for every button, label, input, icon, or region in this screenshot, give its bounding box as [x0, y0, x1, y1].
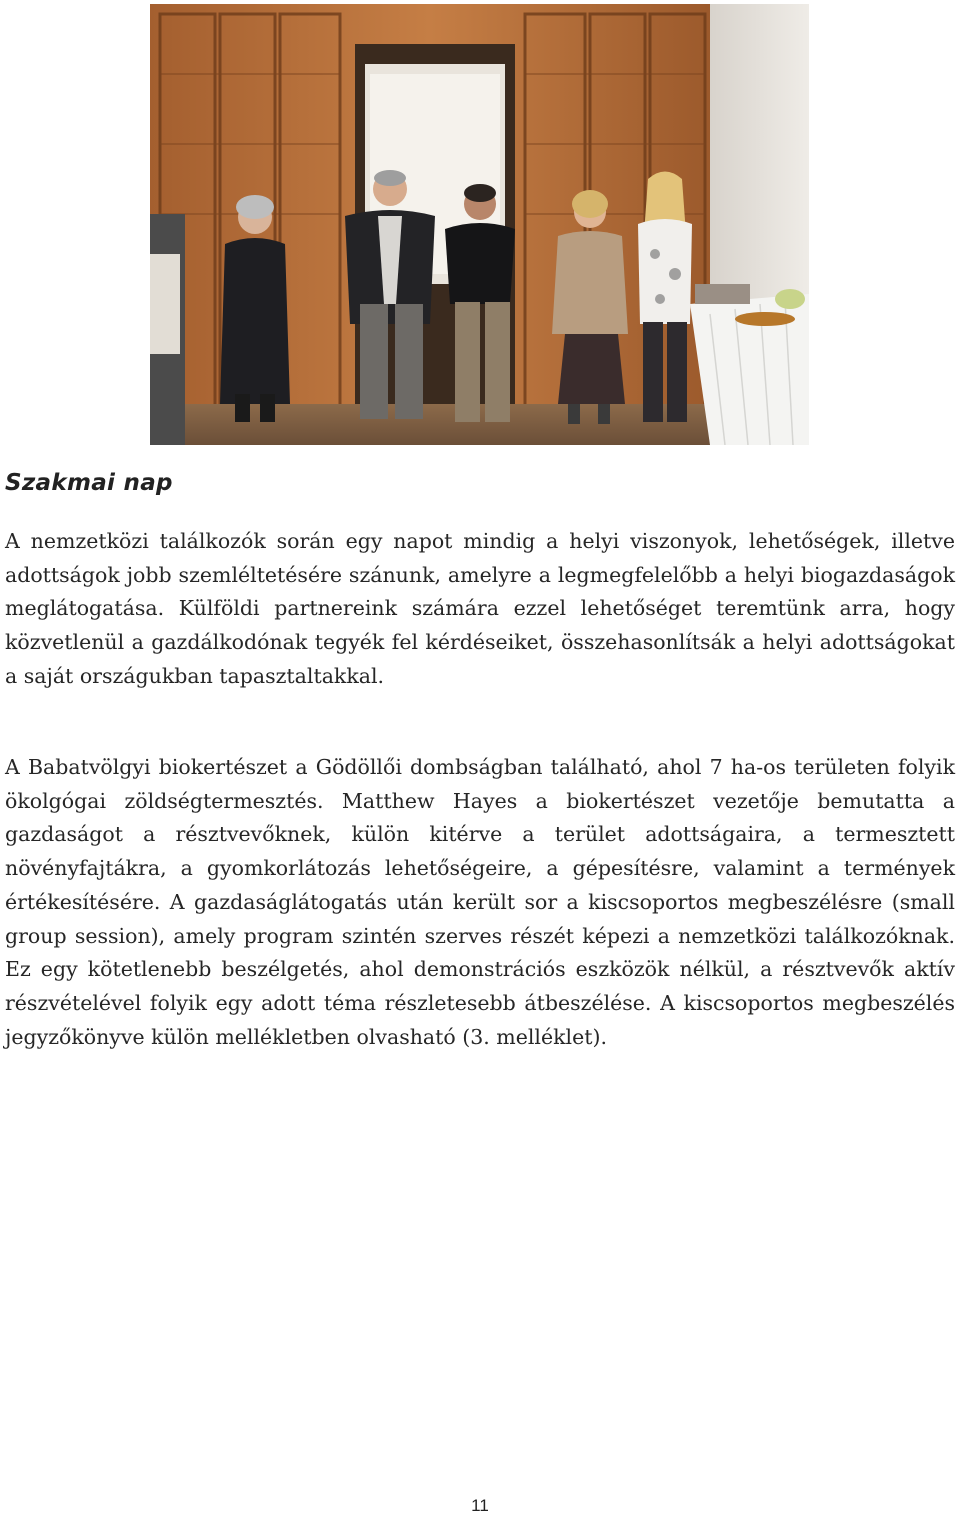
paragraph-farm-visit: A Babatvölgyi biokertészet a Gödöllői dombságban található, ahol 7 ha-os területen folyik ökolgógai zöldségtermesztés. Matthew Hayes a biokertészet vezetője bemutatta a gazdaságot a résztvevőknek, külön kitérve a terület adottságaira, a termesztett növényfajtákra, a gyomkorlátozás lehetőségeire, a gépesítésre, valamint a termények értékesítésére. A gazdaságlátogatás után került sor a kiscsoportos megbeszélésre (small group session), amely program szintén szerves részét képezi a nemzetközi találkozóknak. Ez egy kötetlenebb beszélgetés, ahol demonstrációs eszközök nélkül, a résztvevők aktív részvételével folyik egy adott téma részletesebb átbeszélése. A kiscsoportos megbeszélés jegyzőkönyve külön mellékletben olvasható (3. melléklet). [5, 755, 955, 1049]
group-photo-illustration [150, 4, 809, 445]
paragraph-intro: A nemzetközi találkozók során egy napot mindig a helyi viszonyok, lehetőségek, illetve adottságok jobb szemléltetésére szánunk, amelyre a legmegfelelőbb a helyi biogazdaságok meglátogatása. Külföldi partnereink számára ezzel lehetőséget teremtünk arra, hogy közvetlenül a gazdálkodónak tegyék fel kérdéseiket, összehasonlítsák a helyi adottságokat a saját országukban tapasztaltakkal. [5, 529, 955, 688]
group-photo [150, 4, 809, 445]
section-heading: Szakmai nap [5, 470, 173, 496]
page-number: 11 [471, 1496, 489, 1515]
